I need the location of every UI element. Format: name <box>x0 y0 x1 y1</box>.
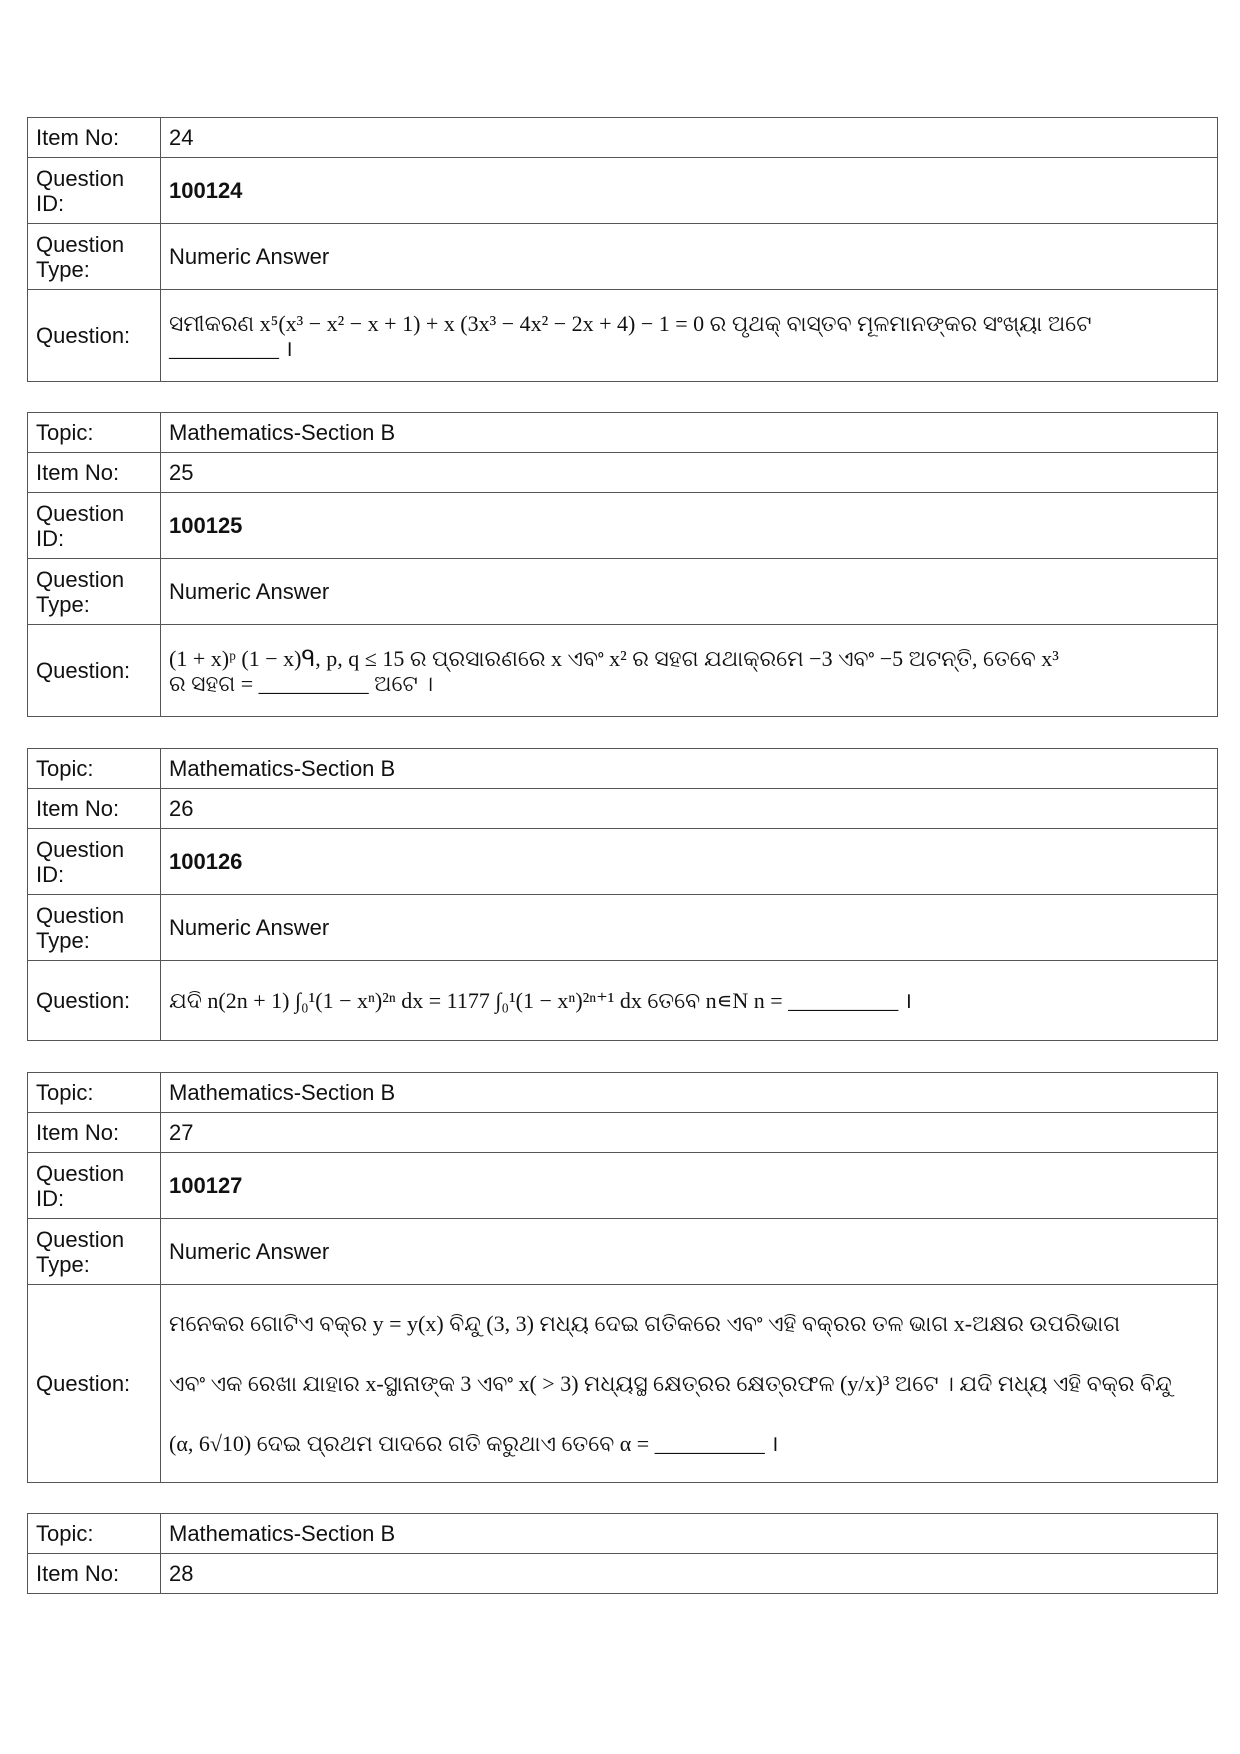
item-no-value: 26 <box>161 789 1218 829</box>
question-line: __________ । <box>169 335 293 361</box>
item-no-label: Item No: <box>28 789 161 829</box>
question-type-value: Numeric Answer <box>161 559 1218 625</box>
question-type-value: Numeric Answer <box>161 224 1218 290</box>
question-line: ଯଦି n(2n + 1) ∫₀¹(1 − xⁿ)²ⁿ dx = 1177 ∫₀¹(1 − xⁿ)²ⁿ⁺¹ dx ତେବେ n∊N n = __________ । <box>169 988 913 1013</box>
question-text <box>161 1285 1218 1483</box>
question-text <box>161 625 1218 717</box>
topic-label: Topic: <box>28 749 161 789</box>
question-id-label: Question ID: <box>28 158 161 224</box>
question-block-24 <box>27 117 1218 382</box>
item-no-value: 24 <box>161 118 1218 158</box>
question-line: (1 + x)ᵖ (1 − x)ᑫ, p, q ≤ 15 ର ପ୍ରସାରଣରେ x ଏବଂ x² ର ସହଗ ଯଥାକ୍ରମେ −3 ଏବଂ −5 ଅଟନ୍ତି, ତେବେ x³ <box>169 645 1059 671</box>
question-block-25 <box>27 412 1218 717</box>
question-type-value: Numeric Answer <box>161 895 1218 961</box>
question-type-value: Numeric Answer <box>161 1219 1218 1285</box>
question-label: Question: <box>28 290 161 382</box>
question-id-value: 100125 <box>161 493 1218 559</box>
item-no-value: 28 <box>161 1554 1218 1594</box>
question-id-value: 100127 <box>161 1153 1218 1219</box>
question-text <box>161 961 1218 1041</box>
question-id-value: 100124 <box>161 158 1218 224</box>
topic-value: Mathematics-Section B <box>161 1514 1218 1554</box>
topic-value: Mathematics-Section B <box>161 413 1218 453</box>
question-line: ଏବଂ ଏକ ରେଖା ଯାହାର x-ସ୍ଥାନାଙ୍କ 3 ଏବଂ x( > 3) ମଧ୍ୟସ୍ଥ କ୍ଷେତ୍ରର କ୍ଷେତ୍ରଫଳ (y/x)³ ଅଟେ । ଯଦି ମଧ୍ୟ ଏହି ବକ୍ର ବିନ୍ଦୁ <box>169 1370 1172 1396</box>
question-block-26 <box>27 748 1218 1041</box>
question-type-label: Question Type: <box>28 895 161 961</box>
question-block-27 <box>27 1072 1218 1483</box>
question-line: (α, 6√10) ଦେଇ ପ୍ରଥମ ପାଦରେ ଗତି କରୁଥାଏ ତେବେ α = __________ । <box>169 1430 779 1456</box>
question-label: Question: <box>28 625 161 717</box>
question-line: ର ସହଗ = __________ ଅଟେ । <box>169 670 434 696</box>
question-type-label: Question Type: <box>28 559 161 625</box>
question-type-label: Question Type: <box>28 1219 161 1285</box>
question-block-28 <box>27 1513 1218 1594</box>
question-line: ସମୀକରଣ x⁵(x³ − x² − x + 1) + x (3x³ − 4x² − 2x + 4) − 1 = 0 ର ପୃଥକ୍ ବାସ୍ତବ ମୂଳମାନଙ୍କର ସଂଖ୍ୟା ଅଟେ <box>169 310 1092 336</box>
question-id-label: Question ID: <box>28 1153 161 1219</box>
item-no-value: 25 <box>161 453 1218 493</box>
question-label: Question: <box>28 961 161 1041</box>
item-no-value: 27 <box>161 1113 1218 1153</box>
topic-value: Mathematics-Section B <box>161 749 1218 789</box>
question-label: Question: <box>28 1285 161 1483</box>
item-no-label: Item No: <box>28 453 161 493</box>
question-id-value: 100126 <box>161 829 1218 895</box>
item-no-label: Item No: <box>28 1554 161 1594</box>
question-line: ମନେକର ଗୋଟିଏ ବକ୍ର y = y(x) ବିନ୍ଦୁ (3, 3) ମଧ୍ୟ ଦେଇ ଗତିକରେ ଏବଂ ଏହି ବକ୍ରର ତଳ ଭାଗ x-ଅକ୍ଷର ଉପରିଭାଗ <box>169 1310 1121 1336</box>
item-no-label: Item No: <box>28 1113 161 1153</box>
question-id-label: Question ID: <box>28 493 161 559</box>
topic-value: Mathematics-Section B <box>161 1073 1218 1113</box>
topic-label: Topic: <box>28 1073 161 1113</box>
question-id-label: Question ID: <box>28 829 161 895</box>
question-text <box>161 290 1218 382</box>
topic-label: Topic: <box>28 1514 161 1554</box>
topic-label: Topic: <box>28 413 161 453</box>
question-type-label: Question Type: <box>28 224 161 290</box>
item-no-label: Item No: <box>28 118 161 158</box>
